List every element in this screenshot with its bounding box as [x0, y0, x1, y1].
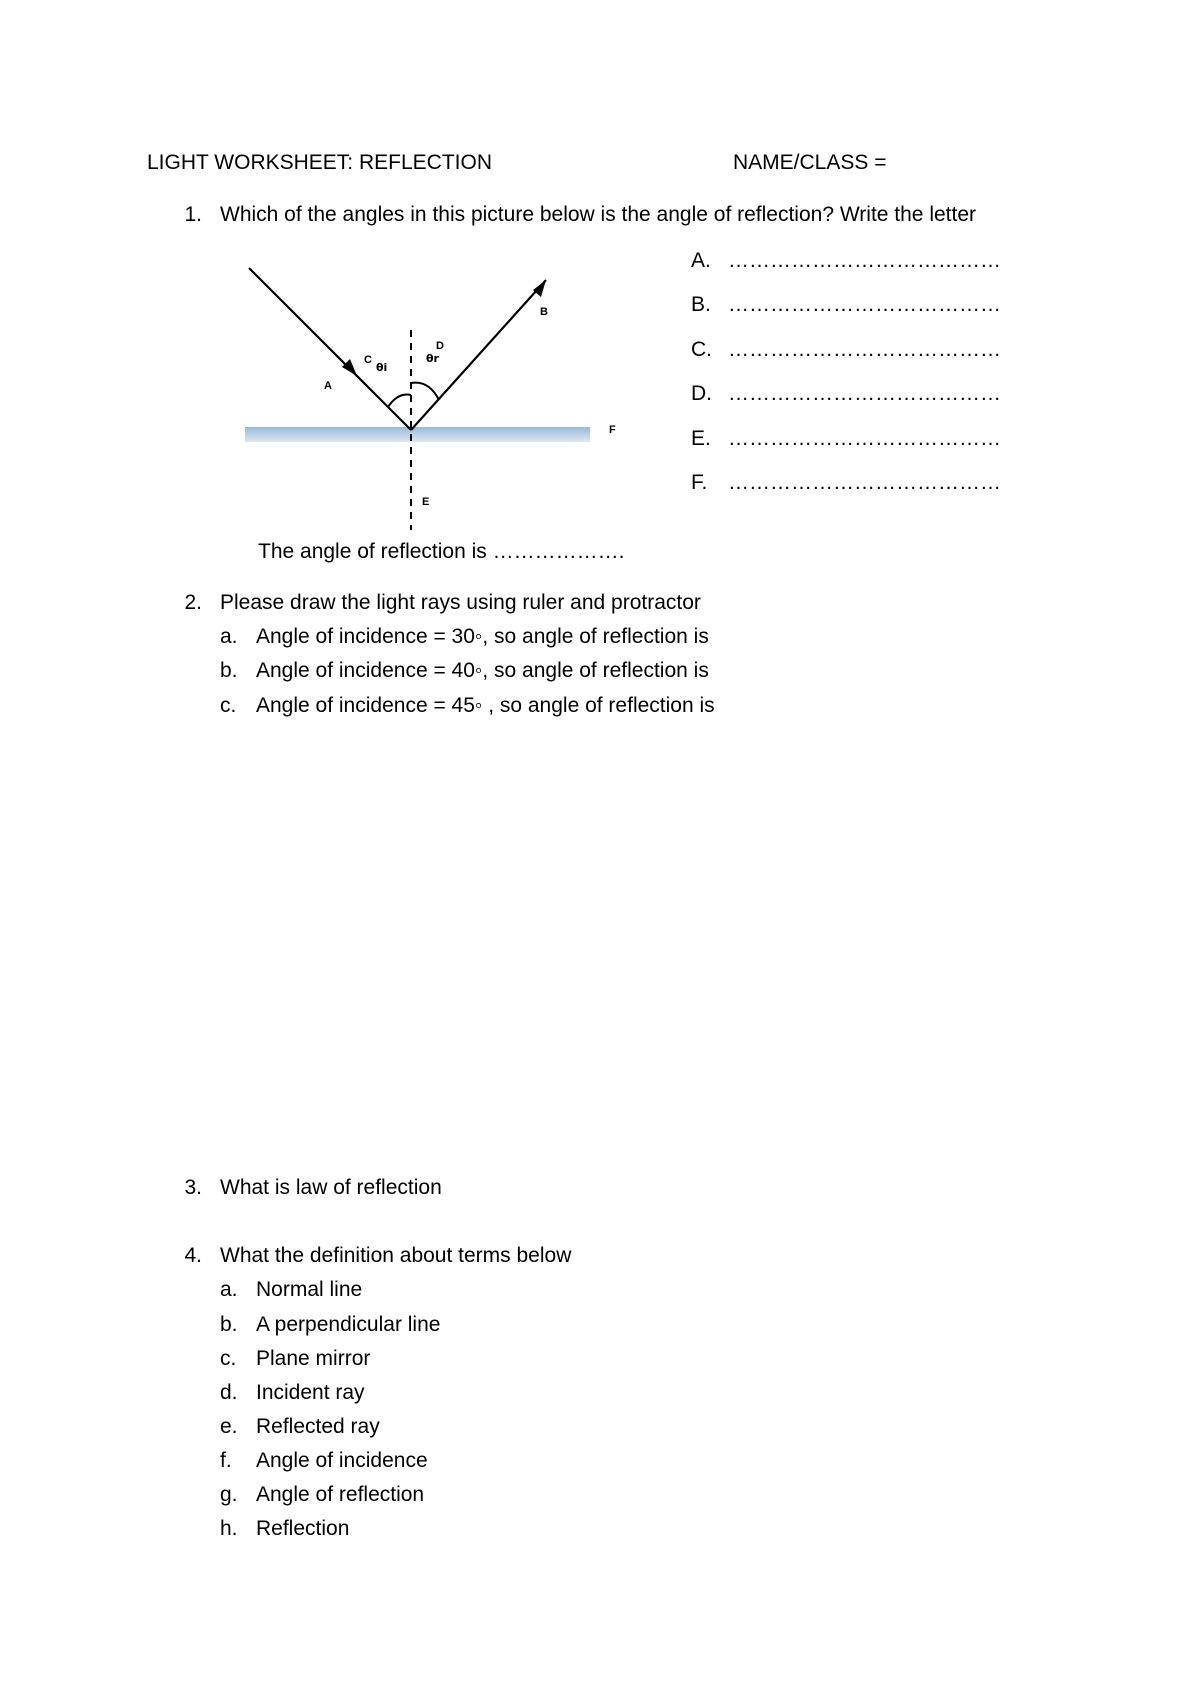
- q2-item-text: Angle of incidence = 30◦, so angle of reflection is: [256, 625, 709, 648]
- reflected-arrowhead: [533, 280, 546, 297]
- incident-ray: [249, 268, 411, 430]
- label-a: A: [324, 380, 332, 392]
- q4-item-letter: g.: [220, 1483, 238, 1506]
- q1-result-line[interactable]: The angle of reflection is ……………….: [258, 540, 625, 563]
- answer-letter: E.: [691, 427, 711, 450]
- q4-text: What the definition about terms below: [220, 1244, 572, 1267]
- answer-blank[interactable]: …………………………………: [728, 338, 1001, 361]
- q4-item-text: Incident ray: [256, 1381, 365, 1404]
- q4-item-text: Reflection: [256, 1517, 350, 1540]
- q2-item-letter: c.: [220, 694, 237, 717]
- q4-item-text: Plane mirror: [256, 1347, 371, 1370]
- q4-item-letter: e.: [220, 1415, 238, 1438]
- mirror-surface: [245, 427, 590, 442]
- q4-item-letter: c.: [220, 1347, 237, 1370]
- q2-item-letter: a.: [220, 625, 238, 648]
- answer-letter: D.: [691, 382, 712, 405]
- label-c: C: [364, 354, 372, 366]
- q4-number: 4.: [184, 1244, 202, 1267]
- label-e: E: [422, 496, 430, 508]
- answer-blank[interactable]: …………………………………: [728, 471, 1001, 494]
- name-class-field[interactable]: NAME/CLASS =: [733, 151, 887, 174]
- q4-item-text: Reflected ray: [256, 1415, 380, 1438]
- answer-blank[interactable]: …………………………………: [728, 249, 1001, 272]
- answer-letter: A.: [691, 249, 711, 272]
- q3-text: What is law of reflection: [220, 1176, 442, 1199]
- incident-arrowhead: [342, 359, 357, 376]
- q4-item-letter: a.: [220, 1278, 238, 1301]
- q4-item-text: Angle of incidence: [256, 1449, 428, 1472]
- answer-letter: F.: [691, 471, 708, 494]
- q4-item-text: Normal line: [256, 1278, 363, 1301]
- q4-item-letter: d.: [220, 1381, 238, 1404]
- q1-text: Which of the angles in this picture below is the angle of reflection? Write the letter: [220, 203, 977, 226]
- label-theta-i: θi: [376, 361, 388, 374]
- answer-letter: C.: [691, 338, 712, 361]
- worksheet-title: LIGHT WORKSHEET: REFLECTION: [147, 151, 492, 174]
- label-b: B: [540, 306, 548, 318]
- q1-number: 1.: [184, 203, 202, 226]
- q4-item-letter: b.: [220, 1313, 238, 1336]
- q2-number: 2.: [184, 591, 202, 614]
- answer-blank[interactable]: …………………………………: [728, 427, 1001, 450]
- answer-blank[interactable]: …………………………………: [728, 293, 1001, 316]
- reflection-angle-arc: [411, 383, 439, 400]
- q2-item-letter: b.: [220, 659, 238, 682]
- label-f: F: [609, 424, 616, 436]
- q2-text: Please draw the light rays using ruler and protractor: [220, 591, 701, 614]
- q4-item-letter: h.: [220, 1517, 238, 1540]
- incidence-angle-arc: [388, 395, 411, 408]
- q2-item-text: Angle of incidence = 45◦ , so angle of reflection is: [256, 694, 715, 717]
- q4-item-text: Angle of reflection: [256, 1483, 425, 1506]
- q4-item-text: A perpendicular line: [256, 1313, 441, 1336]
- q4-item-letter: f.: [220, 1449, 232, 1472]
- label-d: D: [436, 340, 444, 352]
- answer-blank[interactable]: …………………………………: [728, 382, 1001, 405]
- q3-number: 3.: [184, 1176, 202, 1199]
- answer-letter: B.: [691, 293, 711, 316]
- reflection-diagram: [240, 245, 700, 540]
- q2-item-text: Angle of incidence = 40◦, so angle of reflection is: [256, 659, 709, 682]
- label-theta-r: θr: [426, 352, 439, 365]
